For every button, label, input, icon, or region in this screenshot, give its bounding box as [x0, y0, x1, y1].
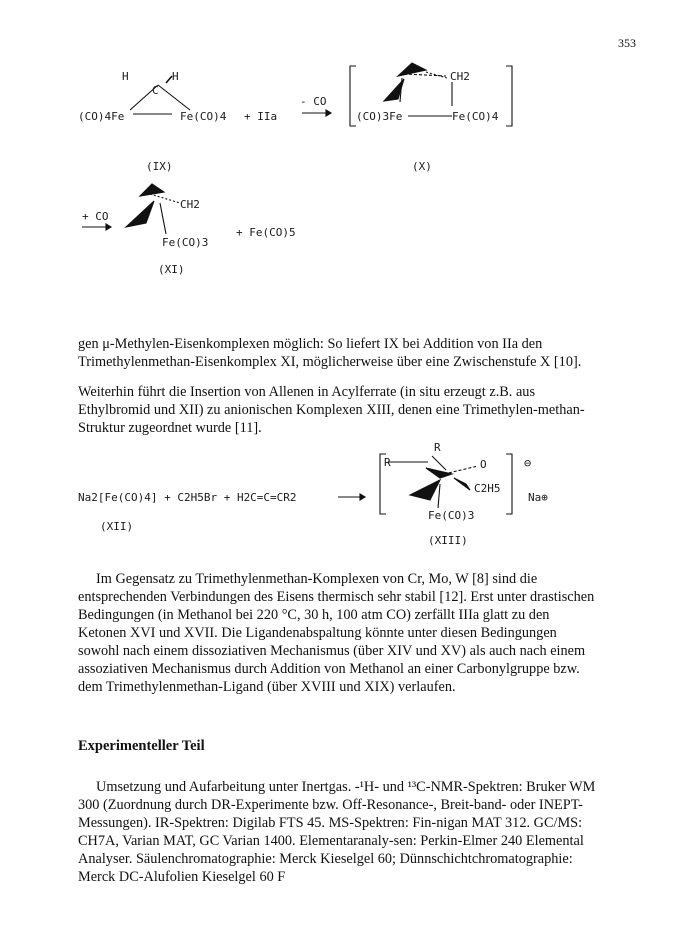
ix-hydrogen-right: H	[172, 70, 179, 83]
label-x: (X)	[412, 160, 432, 173]
label-xiii: (XIII)	[428, 534, 468, 547]
paragraph-thermal-stability: Im Gegensatz zu Trimethylenmethan-Komplexen von Cr, Mo, W [8] sind die entsprechenden Verbindungen des Eisens thermisch sehr stabil [12]. Erst unter drastischen Bedingungen (in Methanol bei 220 °C, 30 h, 100 atm CO) zerfällt IIIa glatt zu den Ketonen XVI und XVII. Die Ligandenabspaltung könnte unter diesen Bedingungen sowohl nach einem dissoziativen Mechanismus (über XIV und XV) als auch nach einem assoziativen Mechanismus durch Addition von Methanol an einer Carbonylgruppe bzw. dem Trimethylenmethan-Ligand (über XVIII und XIX) verlaufen.	[78, 571, 595, 695]
paragraph-experimental-methods: Umsetzung und Aufarbeitung unter Inertgas. -¹H- und ¹³C-NMR-Spektren: Bruker WM 300 (Zuordnung durch DR-Experimente bzw. Off-Resonance-, Breit-band- oder INEPT-Messungen). IR-Spektren: Digilab FTS 45. MS-Spektren: Fin-nigan MAT 312. GC/MS: CH7A, Varian MAT, GC Varian 1400. Elementaranaly-sen: Perkin-Elmer 240 Elemental Analyser. Säulenchromatographie: Merck Kieselgel 60; Dünnschichtchromatographie: Merck DC-Alufolien Kieselgel 60 F	[78, 779, 596, 885]
minus-co: - CO	[300, 95, 327, 108]
label-xi: (XI)	[158, 263, 185, 276]
ix-iron-right: Fe(CO)4	[180, 110, 227, 123]
reactants: Na2[Fe(CO)4] + C2H5Br + H2C=C=CR2	[78, 491, 297, 504]
section-heading: Experimenteller Teil	[78, 738, 205, 754]
label-ix: (IX)	[146, 160, 173, 173]
xiii-oxygen: O	[480, 458, 487, 471]
plus-iron-pentacarbonyl: + Fe(CO)5	[236, 226, 296, 239]
plus-iia: + IIa	[244, 110, 278, 123]
ix-iron-left: (CO)4Fe	[78, 110, 125, 123]
x-iron-right: Fe(CO)4	[452, 110, 499, 123]
xi-ch2: CH2	[180, 198, 200, 211]
ix-bridging-carbon: C	[152, 84, 159, 97]
xiii-r-top: R	[434, 441, 441, 454]
xi-iron: Fe(CO)3	[162, 236, 209, 249]
label-xii: (XII)	[100, 520, 134, 533]
paragraph-allene-insertion: Weiterhin führt die Insertion von Allenen in Acylferrate (in situ erzeugt z.B. aus Ethylbromid und XII) zu anionischen Komplexen XIII, denen eine Trimethylen-methan-Struktur zugeordnet wurde [11].	[78, 384, 585, 436]
xiii-ethyl: C2H5	[474, 482, 501, 495]
x-iron-left: (CO)3Fe	[356, 110, 403, 123]
plus-co: + CO	[82, 210, 109, 223]
sodium-cation: Na⊕	[528, 491, 548, 504]
ix-hydrogen-left: H	[122, 70, 129, 83]
paragraph-methylene-complexes: gen μ-Methylen-Eisenkomplexen möglich: So liefert IX bei Addition von IIa den Trimethylenmethan-Eisenkomplex XI, möglicherweise über eine Zwischenstufe X [10].	[78, 336, 582, 370]
anion-charge: ⊖	[524, 456, 532, 470]
xiii-r-left: R	[384, 456, 391, 469]
x-ch2: CH2	[450, 70, 470, 83]
xiii-iron: Fe(CO)3	[428, 509, 475, 522]
page-number: 353	[618, 36, 636, 50]
